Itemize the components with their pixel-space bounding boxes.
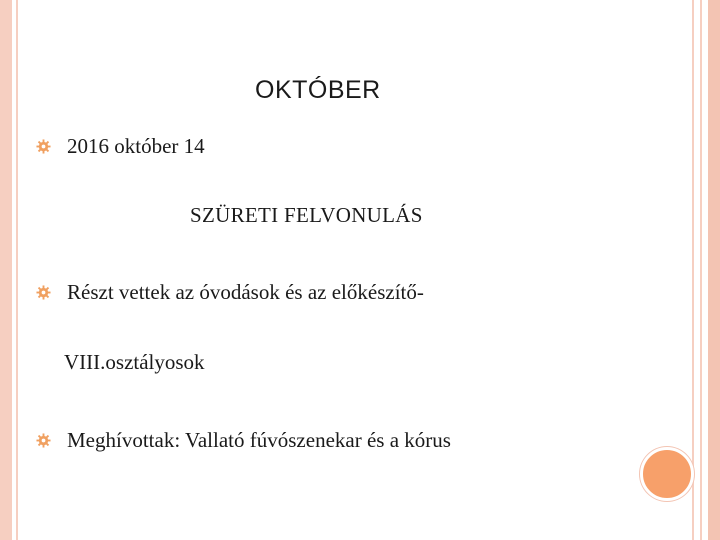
left-decorative-band xyxy=(0,0,12,540)
left-decorative-line xyxy=(16,0,18,540)
bullet-item xyxy=(36,280,424,305)
gear-icon xyxy=(36,139,51,154)
bullet-text: Részt vettek az óvodások és az előkészítő- xyxy=(67,280,424,304)
bullet-continuation: VIII.osztályosok xyxy=(64,350,205,374)
subheading: SZÜRETI FELVONULÁS xyxy=(190,203,423,227)
slide-title: OKTÓBER xyxy=(255,76,381,104)
right-decorative-band xyxy=(708,0,720,540)
right-decorative-line xyxy=(700,0,702,540)
bullet-item xyxy=(36,134,205,159)
decorative-circle xyxy=(640,447,694,501)
gear-icon xyxy=(36,285,51,300)
bullet-text: Meghívottak: Vallató fúvószenekar és a kórus xyxy=(67,428,451,452)
gear-icon xyxy=(36,433,51,448)
bullet-text: 2016 október 14 xyxy=(67,134,205,158)
right-decorative-line xyxy=(692,0,694,540)
bullet-item xyxy=(36,428,451,453)
